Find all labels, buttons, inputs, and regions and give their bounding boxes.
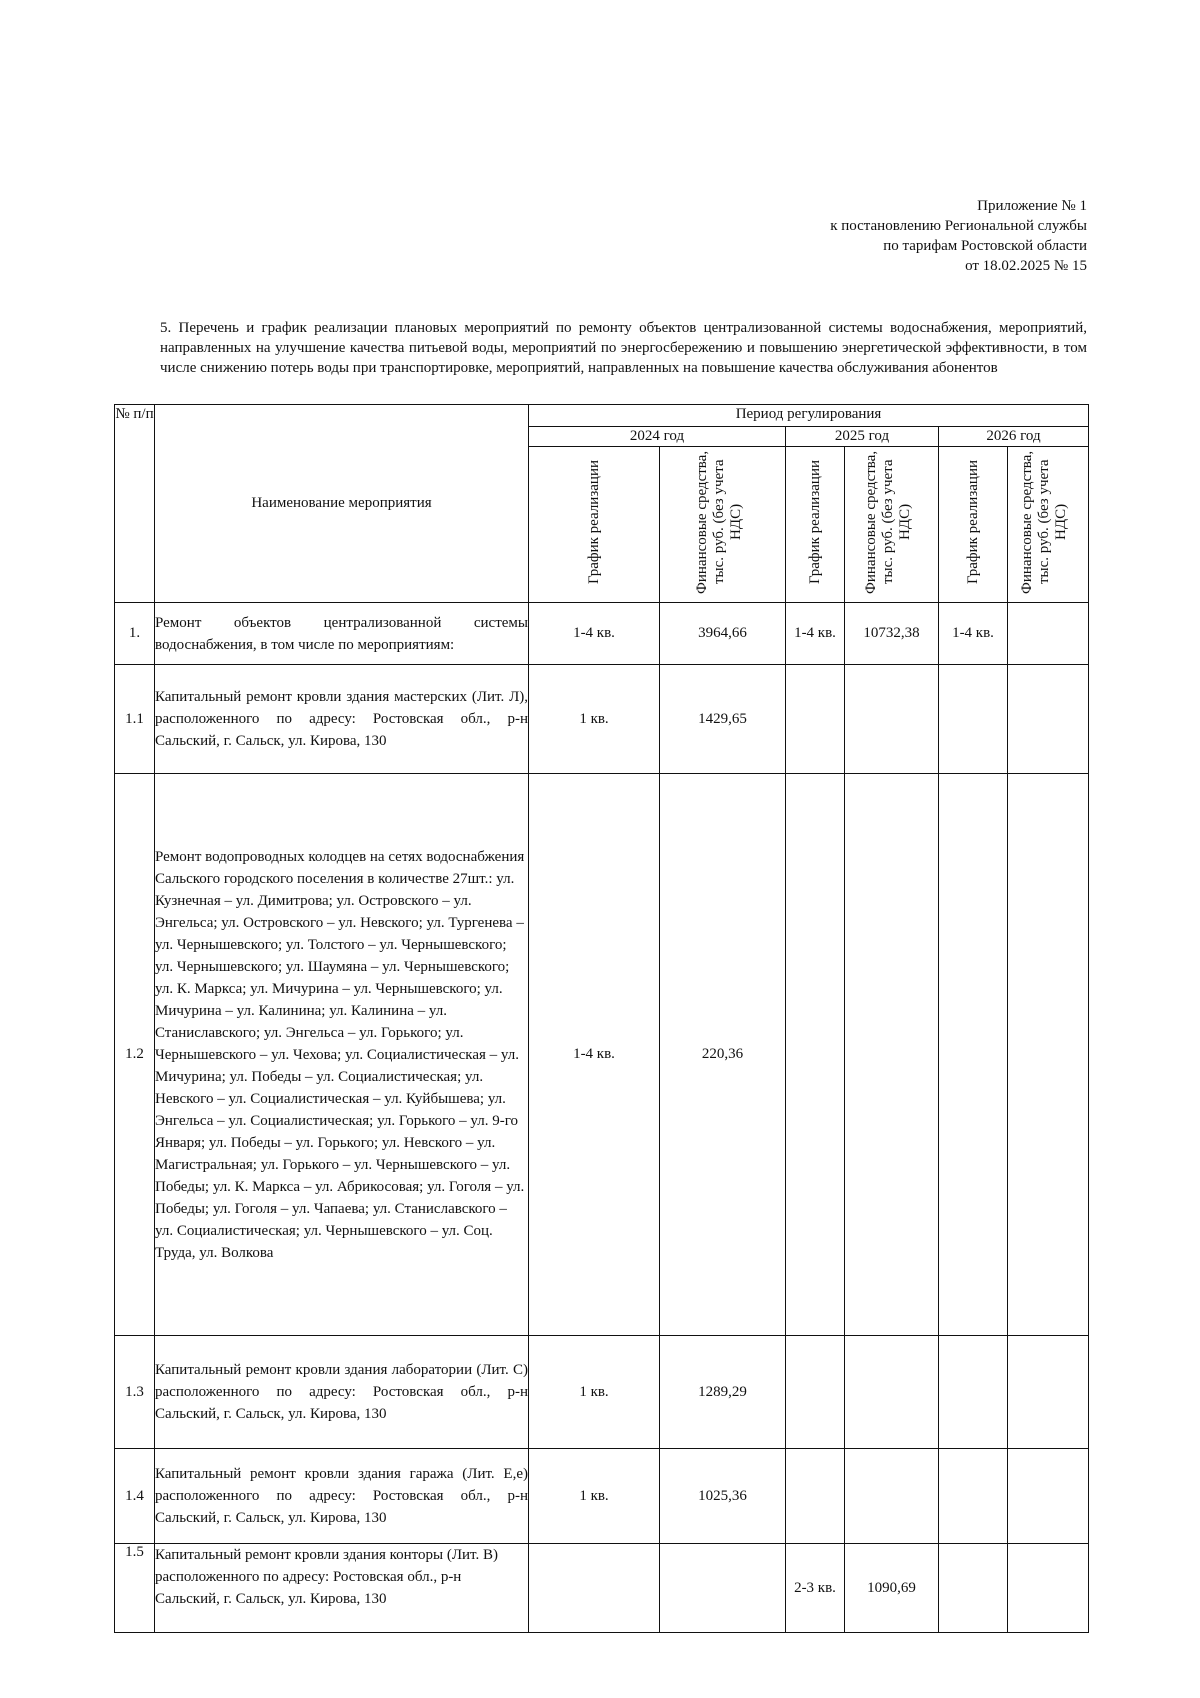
measure-name: Капитальный ремонт кровли здания конторы (Лит. В) расположенного по адресу: Ростовская обл., р-н Сальский, г. Сальск, ул. Кирова, 130 (155, 1544, 529, 1633)
measure-name: Капитальный ремонт кровли здания гаража (Лит. Е,е) расположенного по адресу: Ростовская обл., р-н Сальский, г. Сальск, ул. Кирова, 130 (155, 1449, 529, 1544)
finance-2024: 1429,65 (660, 665, 786, 774)
schedule-2025 (786, 1336, 845, 1449)
finance-2025 (845, 774, 939, 1336)
schedule-2024: 1 кв. (529, 1449, 660, 1544)
schedule-2025 (786, 665, 845, 774)
finance-2026-label: Финансовые средства, тыс. руб. (без учета НДС) (1019, 450, 1069, 594)
finance-2025 (845, 1449, 939, 1544)
appendix-agency: по тарифам Ростовской области (883, 238, 1087, 254)
schedule-2026-label: График реализации (964, 460, 981, 584)
appendix-header (830, 196, 1087, 276)
schedule-2026-header (939, 447, 1008, 603)
table-row (115, 665, 1089, 774)
finance-2025: 1090,69 (845, 1544, 939, 1633)
schedule-2025: 2-3 кв. (786, 1544, 845, 1633)
schedule-2024 (529, 1544, 660, 1633)
schedule-2024: 1-4 кв. (529, 603, 660, 665)
finance-2025-header (845, 447, 939, 603)
finance-2024: 1289,29 (660, 1336, 786, 1449)
row-number: 1.5 (115, 1544, 155, 1633)
schedule-2024-header (529, 447, 660, 603)
schedule-2026 (939, 1449, 1008, 1544)
schedule-2026 (939, 1336, 1008, 1449)
finance-2026 (1008, 1336, 1089, 1449)
table-row (115, 1336, 1089, 1449)
schedule-2025 (786, 774, 845, 1336)
measure-name: Капитальный ремонт кровли здания лаборатории (Лит. С) расположенного по адресу: Ростовская обл., р-н Сальский, г. Сальск, ул. Кирова, 130 (155, 1336, 529, 1449)
finance-2025: 10732,38 (845, 603, 939, 665)
finance-2024 (660, 1544, 786, 1633)
schedule-2026 (939, 665, 1008, 774)
schedule-2024: 1 кв. (529, 665, 660, 774)
measure-name: Капитальный ремонт кровли здания мастерских (Лит. Л), расположенного по адресу: Ростовская обл., р-н Сальский, г. Сальск, ул. Кирова, 130 (155, 665, 529, 774)
schedule-2024: 1-4 кв. (529, 774, 660, 1336)
year-2025-header: 2025 год (786, 427, 939, 447)
schedule-2025: 1-4 кв. (786, 603, 845, 665)
measure-name: Ремонт объектов централизованной системы водоснабжения, в том числе по мероприятиям: (155, 603, 529, 665)
finance-2025-label: Финансовые средства, тыс. руб. (без учета НДС) (862, 450, 913, 594)
schedule-2025-header (786, 447, 845, 603)
row-number: 1.4 (115, 1449, 155, 1544)
finance-2025 (845, 665, 939, 774)
finance-2024: 1025,36 (660, 1449, 786, 1544)
schedule-2026: 1-4 кв. (939, 603, 1008, 665)
appendix-date: от 18.02.2025 № 15 (965, 258, 1087, 274)
row-number: 1.2 (115, 774, 155, 1336)
finance-2026 (1008, 603, 1089, 665)
year-2026-header: 2026 год (939, 427, 1089, 447)
finance-2025 (845, 1336, 939, 1449)
schedule-2024-label: График реализации (585, 460, 602, 584)
table-row (115, 1449, 1089, 1544)
row-number: 1. (115, 603, 155, 665)
year-2024-header: 2024 год (529, 427, 786, 447)
finance-2024-label: Финансовые средства, тыс. руб. (без учета НДС) (693, 450, 744, 594)
finance-2024-header (660, 447, 786, 603)
table-row (115, 603, 1089, 665)
finance-2026-header (1008, 447, 1089, 603)
measures-table (114, 404, 1089, 1633)
table-row (115, 1544, 1089, 1633)
finance-2024: 3964,66 (660, 603, 786, 665)
appendix-resolution: к постановлению Региональной службы (830, 218, 1087, 234)
measure-name: Ремонт водопроводных колодцев на сетях водоснабжения Сальского городского поселения в количестве 27шт.: ул. Кузнечная – ул. Димитрова; ул. Островского – ул. Энгельса; ул. Островского – ул. Невского; ул. Тургенева – ул. Чернышевского; ул. Толстого – ул. Чернышевского; ул. Чернышевского; ул. Шаумяна – ул. Чернышевского; ул. К. Маркса; ул. Мичурина – ул. Чернышевского; ул. Мичурина – ул. Калинина; ул. Калинина – ул. Станиславского; ул. Энгельса – ул. Горького; ул. Чернышевского – ул. Чехова; ул. Социалистическая – ул. Мичурина; ул. Победы – ул. Социалистическая; ул. Невского – ул. Социалистическая – ул. Куйбышева; ул. Энгельса – ул. Социалистическая; ул. Горького – ул. 9-го Января; ул. Победы – ул. Горького; ул. Невского – ул. Магистральная; ул. Горького – ул. Чернышевского – ул. Победы; ул. К. Маркса – ул. Абрикосовая; ул. Гоголя – ул. Победы; ул. Гоголя – ул. Чапаева; ул. Станиславского – ул. Социалистическая; ул. Чернышевского – ул. Соц. Труда, ул. Волкова (155, 774, 529, 1336)
row-number: 1.3 (115, 1336, 155, 1449)
finance-2026 (1008, 1544, 1089, 1633)
schedule-2025 (786, 1449, 845, 1544)
schedule-2025-label: График реализации (806, 460, 823, 584)
table-row (115, 774, 1089, 1336)
period-header: Период регулирования (529, 405, 1089, 427)
finance-2024: 220,36 (660, 774, 786, 1336)
finance-2026 (1008, 774, 1089, 1336)
col-num-header: № п/п (115, 405, 155, 603)
schedule-2024: 1 кв. (529, 1336, 660, 1449)
schedule-2026 (939, 774, 1008, 1336)
schedule-2026 (939, 1544, 1008, 1633)
col-name-header: Наименование мероприятия (155, 405, 529, 603)
finance-2026 (1008, 665, 1089, 774)
section-heading: 5. Перечень и график реализации плановых мероприятий по ремонту объектов централизованной системы водоснабжения, мероприятий, направленных на улучшение качества питьевой воды, мероприятий по энергосбережению и повышению энергетической эффективности, в том числе снижению потерь воды при транспортировке, мероприятий, направленных на повышение качества обслуживания абонентов (160, 320, 1087, 376)
row-number: 1.1 (115, 665, 155, 774)
finance-2026 (1008, 1449, 1089, 1544)
appendix-title: Приложение № 1 (977, 198, 1087, 214)
